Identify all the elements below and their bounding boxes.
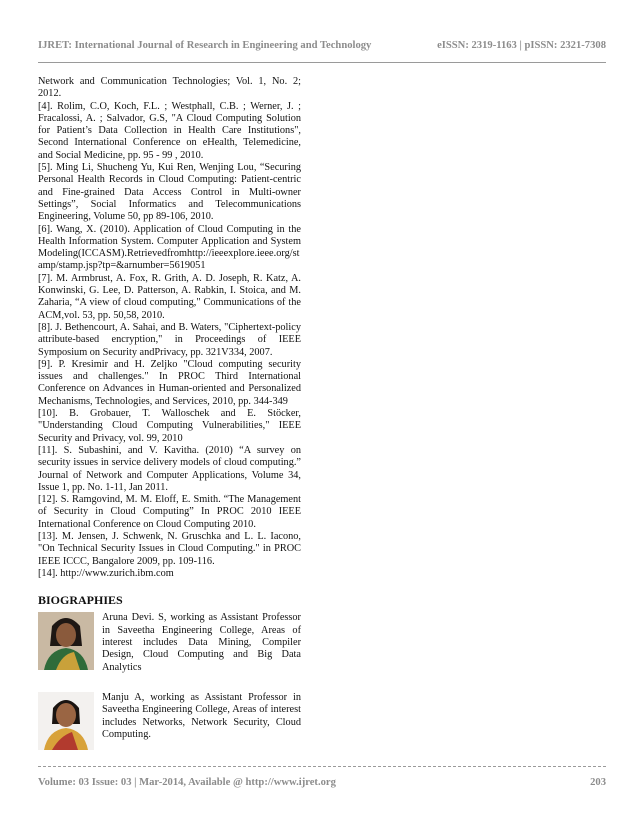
reference-6: [6]. Wang, X. (2010). Application of Cloud Computing in the Health Information System. Computer Application and System Modeling(ICCASM).Retrievedfromhttp://ieeexplore.ieee.org/stamp/stamp.jsp?tp=&arnumber=5619051 (38, 223, 301, 272)
reference-13: [13]. M. Jensen, J. Schwenk, N. Gruschka and L. L. Iacono, "On Technical Security Issues in Cloud Computing." in PROC IEEE ICCC, Bangalore 2009, pp. 109-116. (38, 530, 301, 567)
page-number: 203 (590, 777, 606, 788)
page-header (38, 40, 606, 51)
author-photo (38, 612, 94, 670)
reference-14: [14]. http://www.zurich.ibm.com (38, 567, 174, 579)
reference-12: [12]. S. Ramgovind, M. M. Eloff, E. Smith. “The Management of Security in Cloud Computing” In PROC 2010 IEEE International Conference on Cloud Computing 2010. (38, 494, 301, 530)
page-footer (38, 777, 606, 788)
reference-11: [11]. S. Subashini, and V. Kavitha. (2010) “A survey on security issues in service delivery models of cloud computing.” Journal of Network and Computer Applications, Volume 34, Issue 1, pp. No. 1-11, Jan 2011. (38, 444, 301, 493)
left-column (38, 76, 301, 768)
biographies-heading: BIOGRAPHIES (38, 593, 123, 608)
references-list (38, 76, 301, 580)
volume-info: Volume: 03 Issue: 03 | Mar-2014, Available @ http://www.ijret.org (38, 777, 336, 788)
reference-4: [4]. Rolim, C.O, Koch, F.L. ; Westphall, C.B. ; Werner, J. ; Fracalossi, A. ; Salvador, G.S, "A Cloud Computing Solution for Patient’s Data Collection in Health Care Institutions", Second International Conference on eHealth, Telemedicine, and Social Medicine, pp. 95 - 99 , 2010. (38, 100, 301, 161)
reference-8: [8]. J. Bethencourt, A. Sahai, and B. Waters, "Ciphertext-policy attribute-based encryption," in Proceedings of IEEE Symposium on Security andPrivacy, pp. 321V334, 2007. (38, 321, 301, 358)
header-divider (38, 62, 606, 63)
biography-entry (38, 692, 301, 750)
reference-7: [7]. M. Armbrust, A. Fox, R. Grith, A. D. Joseph, R. Katz, A. Konwinski, G. Lee, D. Patterson, A. Rabkin, I. Stoica, and M. Zaharia, “A view of cloud computing," Communications of the ACM,vol. 53, pp. 50,58, 2010. (38, 272, 301, 321)
biography-entry (38, 612, 301, 673)
reference-9: [9]. P. Kresimir and H. Zeljko "Cloud computing security issues and challenges." In PROC Third International Conference on Advances in Human-oriented and Personalized Mechanisms, Technologies, and Services, 2010, pp. 344-349 (38, 358, 301, 407)
journal-title: IJRET: International Journal of Research in Engineering and Technology (38, 40, 372, 51)
issn-info: eISSN: 2319-1163 | pISSN: 2321-7308 (437, 40, 606, 51)
author-photo (38, 692, 94, 750)
footer-divider (38, 766, 606, 767)
reference-10: [10]. B. Grobauer, T. Walloschek and E. Stöcker, "Understanding Cloud Computing Vulnerabilities," IEEE Security and Privacy, vol. 99, 2010 (38, 408, 301, 444)
biography-text: Aruna Devi. S, working as Assistant Professor in Saveetha Engineering College, Areas of interest includes Data Mining, Compiler Design, Cloud Computing and Big Data Analytics (102, 612, 301, 673)
reference-5: [5]. Ming Li, Shucheng Yu, Kui Ren, Wenjing Lou, “Securing Personal Health Records in Cloud Computing: Patient-centric and Fine-grained Data Access Control in Multi-owner Settings”, Social Informatics and Telecommunications Engineering, Volume 50, pp 89-106, 2010. (38, 162, 301, 223)
biography-text: Manju A, working as Assistant Professor in Saveetha Engineering College, Areas of interest includes Networks, Network Security, Cloud Computing. (102, 691, 301, 740)
reference-continued: Network and Communication Technologies; Vol. 1, No. 2; 2012. (38, 76, 301, 100)
